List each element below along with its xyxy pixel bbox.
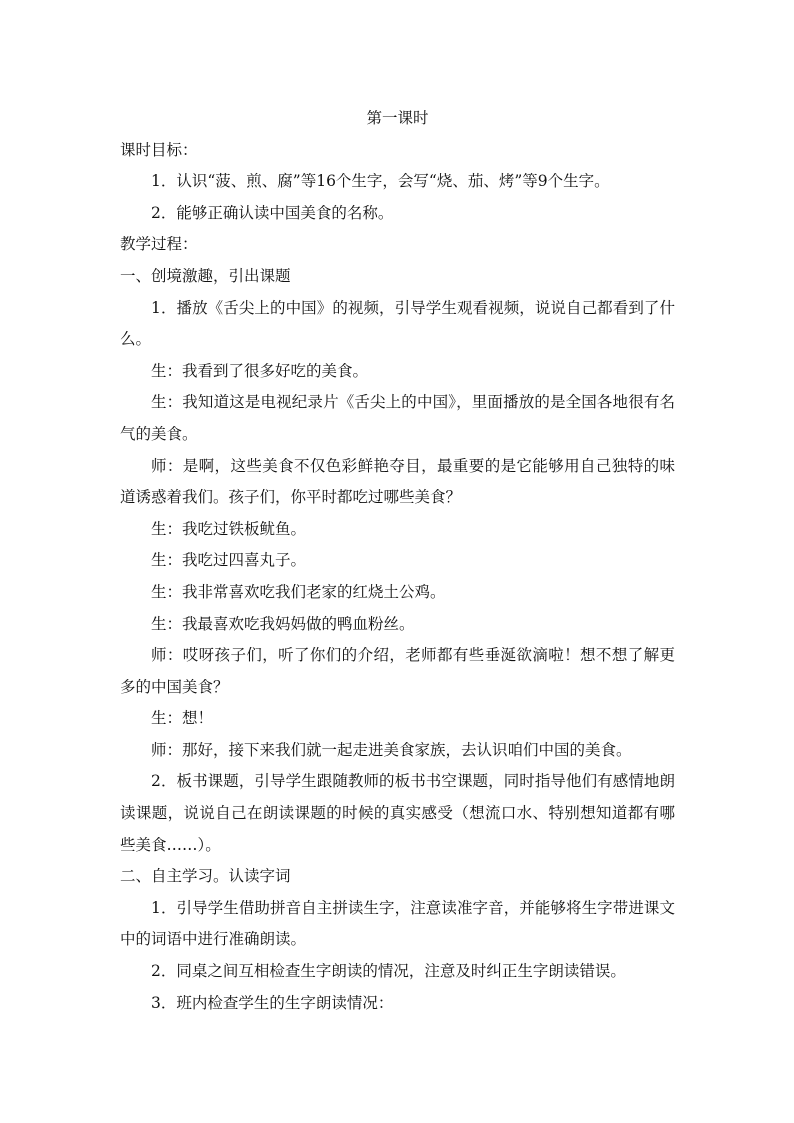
step-2-3: 3．班内检查学生的生字朗读情况： (151, 993, 394, 1012)
dialogue-line: 生：我非常喜欢吃我们老家的红烧土公鸡。 (151, 582, 446, 601)
section-1-heading: 一、创境激趣，引出课题 (120, 266, 291, 285)
dialogue-line: 生：我看到了很多好吃的美食。 (151, 361, 369, 380)
process-heading: 教学过程： (120, 235, 198, 254)
dialogue-line: 师：那好，接下来我们就一起走进美食家族，去认识咱们中国的美食。 (151, 740, 632, 759)
step-2-2: 2．同桌之间互相检查生字朗读的情况，注意及时纠正生字朗读错误。 (151, 962, 626, 981)
dialogue-line: 生：想！ (151, 709, 214, 728)
objective-2: 2．能够正确认读中国美食的名称。 (151, 203, 394, 222)
lesson-title: 第一课时 (366, 109, 429, 127)
dialogue-line: 师：是啊，这些美食不仅色彩鲜艳夺目，最重要的是它能够用自己独特的味道诱惑着我们。孩子们，你平时都吃过哪些美食？ (120, 456, 675, 507)
objectives-heading: 课时目标： (120, 140, 198, 159)
dialogue-line: 生：我吃过铁板鱿鱼。 (151, 519, 307, 538)
step-1-1: 1．播放《舌尖上的中国》的视频，引导学生观看视频，说说自己都看到了什么。 (120, 298, 675, 349)
step-2-1: 1．引导学生借助拼音自主拼读生字，注意读准字音，并能够将生字带进课文中的词语中进行准确朗读。 (120, 898, 675, 949)
dialogue-line: 师：哎呀孩子们，听了你们的介绍，老师都有些垂涎欲滴啦！想不想了解更多的中国美食？ (120, 646, 675, 696)
dialogue-line: 生：我知道这是电视纪录片《舌尖上的中国》，里面播放的是全国各地很有名气的美食。 (120, 393, 675, 443)
dialogue-line: 生：我吃过四喜丸子。 (151, 551, 307, 570)
objective-1: 1．认识“菠、煎、腐”等16个生字，会写“烧、茄、烤”等9个生字。 (151, 172, 610, 191)
step-1-2: 2．板书课题，引导学生跟随教师的板书书空课题，同时指导他们有感情地朗读课题，说说自己在朗读课题的时候的真实感受（想流口水、特别想知道都有哪些美食……）。 (120, 772, 675, 854)
document-body (120, 103, 675, 1019)
dialogue-line: 生：我最喜欢吃我妈妈做的鸭血粉丝。 (151, 614, 415, 633)
section-2-heading: 二、自主学习。认读字词 (120, 867, 291, 886)
